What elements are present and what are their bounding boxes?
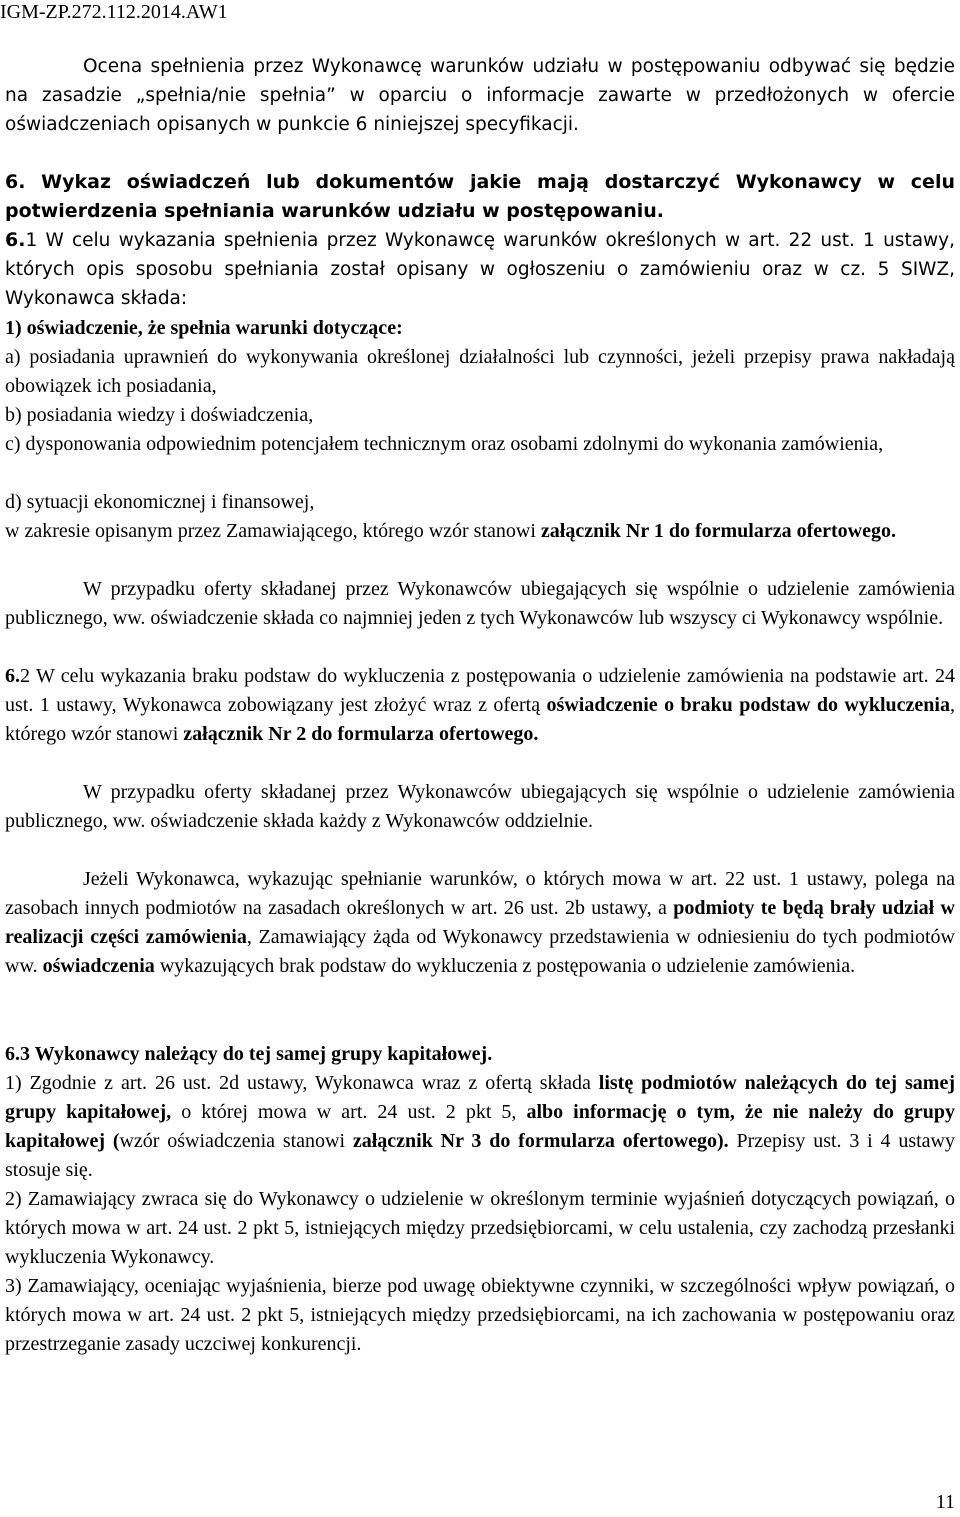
scope-text: w zakresie opisanym przez Zamawiającego, którego wzór stanowi	[5, 520, 541, 542]
point-1-text-4: Przepisy ust. 3 i 4 ustawy stosuje się.	[5, 1130, 956, 1181]
section-6-3-point-1	[5, 1069, 955, 1185]
third-party-resources-paragraph	[5, 865, 955, 981]
third-party-text-1: Jeżeli Wykonawca, wykazując spełnianie warunków, o których mowa w art. 22 ust. 1 ustawy, polega na zasobach innych podmiotów na zasadach określonych w art. 26 ust. 2b ustawy, a	[5, 868, 955, 919]
point-1-text-1: 1) Zgodnie z art. 26 ust. 2d ustawy, Wykonawca wraz z ofertą składa	[5, 1072, 599, 1094]
exclusion-statement-bold: oświadczenie o braku podstaw do wykluczenia	[546, 694, 950, 716]
section-6-3-point-2: 2) Zamawiający zwraca się do Wykonawcy o udzielenie w określonym terminie wyjaśnień dotyczących powiązań, o których mowa w art. 24 ust. 2 pkt 5, istniejących między przedsiębiorcami, w celu ustalenia, czy zachodzą przesłanki wykluczenia Wykonawcy.	[5, 1188, 955, 1268]
third-party-bold-1: podmioty te będą brały udział w realizacji części zamówienia	[5, 897, 955, 948]
condition-b: b) posiadania wiedzy i doświadczenia,	[5, 404, 314, 426]
joint-bid-paragraph-2: W przypadku oferty składanej przez Wykonawców ubiegających się wspólnie o udzielenie zamówienia publicznego, ww. oświadczenie składa każdy z Wykonawców oddzielnie.	[5, 781, 955, 832]
condition-d: d) sytuacji ekonomicznej i finansowej,	[5, 491, 315, 513]
section-6-3-heading-text: 6.3 Wykonawcy należący do tej samej grupy kapitałowej.	[5, 1043, 493, 1065]
attachment-2-reference: załącznik Nr 2 do formularza ofertowego.	[183, 723, 539, 745]
scope-paragraph	[5, 517, 955, 546]
point-1-bold-2: albo informację o tym, że nie należy do grupy kapitałowej (	[5, 1101, 955, 1152]
section-6-1-item-1	[5, 314, 955, 343]
document-reference-code: IGM-ZP.272.112.2014.AW1	[0, 1, 228, 23]
section-6-heading: 6. Wykaz oświadczeń lub dokumentów jakie mają dostarczyć Wykonawcy w celu potwierdzenia spełniania warunków udziału w postępowaniu.	[5, 171, 955, 222]
section-6-1-paragraph	[5, 226, 955, 313]
third-party-bold-2: oświadczenia	[42, 955, 155, 977]
condition-c: c) dysponowania odpowiednim potencjałem technicznym oraz osobami zdolnymi do wykonania zamówienia,	[5, 433, 884, 455]
point-1-bold-1: listę podmiotów należących do tej samej grupy kapitałowej,	[5, 1072, 955, 1123]
joint-bid-paragraph-1: W przypadku oferty składanej przez Wykonawców ubiegających się wspólnie o udzielenie zamówienia publicznego, ww. oświadczenie składa co najmniej jeden z tych Wykonawców lub wszyscy ci Wykonawcy wspólnie.	[5, 578, 955, 629]
point-1-text-2: o której mowa w art. 24 ust. 2 pkt 5,	[171, 1101, 527, 1123]
section-6-3-heading	[5, 1040, 955, 1069]
attachment-1-reference: załącznik Nr 1 do formularza ofertowego.	[540, 520, 897, 542]
condition-a: a) posiadania uprawnień do wykonywania określonej działalności lub czynności, jeżeli przepisy prawa nakładają obowiązek ich posiadania,	[5, 346, 955, 397]
section-6-2-paragraph	[5, 662, 955, 749]
section-6-2-number: 6.	[5, 665, 20, 687]
section-6-3-point-3: 3) Zamawiający, oceniając wyjaśnienia, bierze pod uwagę obiektywne czynniki, w szczególności wpływ powiązań, o których mowa w art. 24 ust. 2 pkt 5, istniejących między przedsiębiorcami, na ich zachowania w postępowaniu oraz przestrzeganie zasady uczciwej konkurencji.	[5, 1275, 955, 1355]
section-6-2-text-2: , którego wzór stanowi	[5, 694, 955, 745]
third-party-text-3: wykazujących brak podstaw do wykluczenia z postępowania o udzielenie zamówienia.	[154, 955, 856, 977]
point-1-text-3: wzór oświadczenia stanowi	[119, 1130, 353, 1152]
section-6-1-number: 6.	[5, 229, 26, 251]
section-6-1-text: 1 W celu wykazania spełnienia przez Wykonawcę warunków określonych w art. 22 ust. 1 ustawy, których opis sposobu spełniania został opisany w ogłoszeniu o zamówieniu oraz w cz. 5 SIWZ, Wykonawca składa:	[5, 230, 955, 309]
page-number: 11	[935, 1491, 955, 1513]
section-6-2-text: 2 W celu wykazania braku podstaw do wykluczenia z postępowania o udzielenie zamówienia na podstawie art. 24 ust. 1 ustawy, Wykonawca zobowiązany jest złożyć wraz z ofertą	[5, 665, 955, 716]
intro-paragraph: Ocena spełnienia przez Wykonawcę warunków udziału w postępowaniu odbywać się będzie na zasadzie „spełnia/nie spełnia” w oparciu o informacje zawarte w przedłożonych w ofercie oświadczeniach opisanych w punkcie 6 niniejszej specyfikacji.	[5, 56, 955, 135]
third-party-text-2: , Zamawiający żąda od Wykonawcy przedstawienia w odniesieniu do tych podmiotów ww.	[5, 926, 956, 977]
attachment-3-reference: załącznik Nr 3 do formularza ofertowego).	[352, 1130, 729, 1152]
statement-heading: 1) oświadczenie, że spełnia warunki dotyczące:	[5, 317, 403, 339]
